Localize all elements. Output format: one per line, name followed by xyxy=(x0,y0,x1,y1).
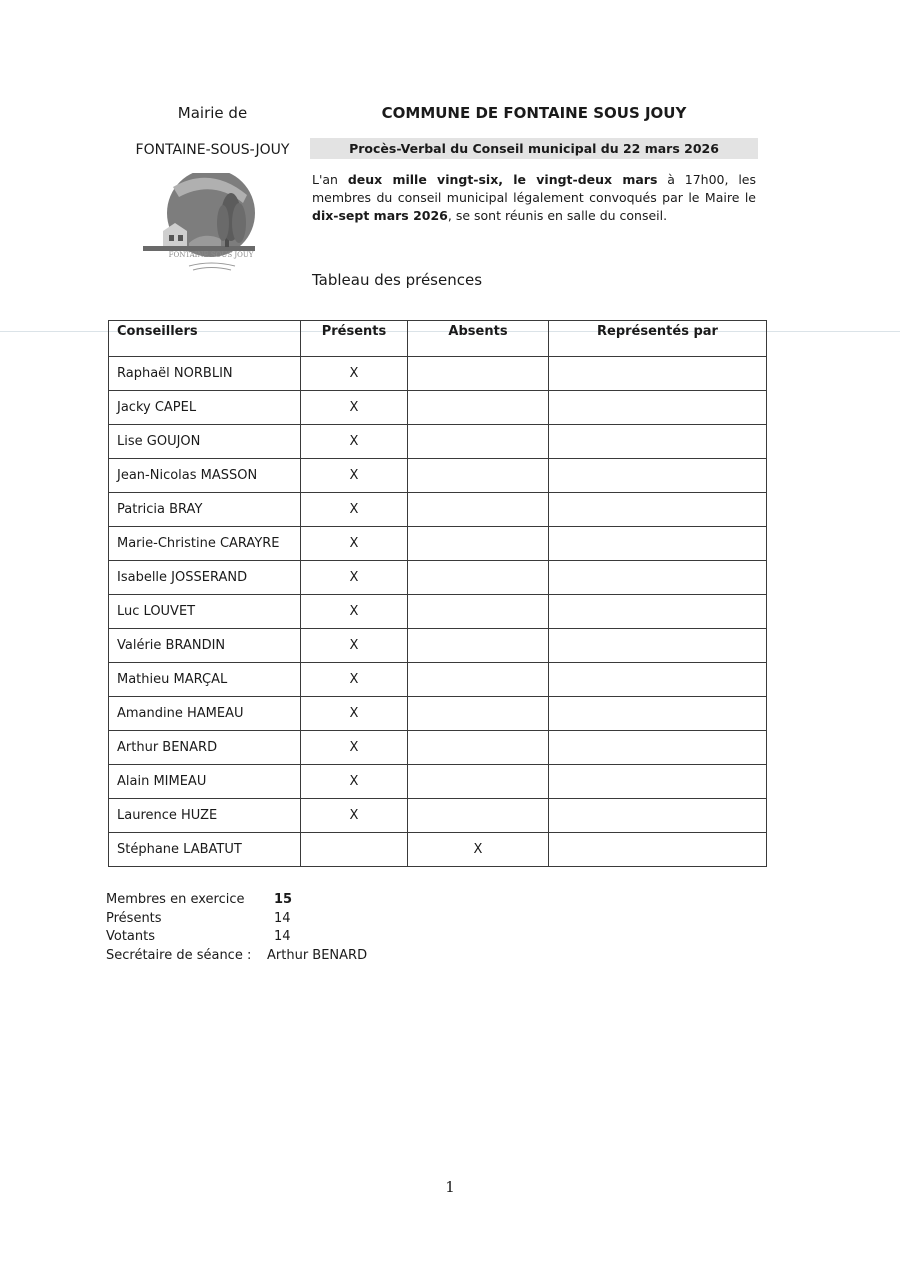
present-mark: X xyxy=(301,391,408,425)
intro-date-bold: deux mille vingt-six, le vingt-deux mars xyxy=(347,172,658,187)
represented-by xyxy=(549,527,767,561)
absent-mark xyxy=(408,391,549,425)
present-mark: X xyxy=(301,459,408,493)
intro-text-3: , se sont réunis en salle du conseil. xyxy=(447,208,668,223)
commune-logo-icon xyxy=(143,173,263,273)
councillor-name: Amandine HAMEAU xyxy=(109,697,301,731)
represented-by xyxy=(549,663,767,697)
secretary-label: Secrétaire de séance : xyxy=(106,947,252,963)
present-value: 14 xyxy=(274,910,291,926)
present-mark: X xyxy=(301,765,408,799)
table-row xyxy=(109,833,767,867)
present-mark: X xyxy=(301,561,408,595)
members-value: 15 xyxy=(274,892,293,907)
represented-by xyxy=(549,765,767,799)
absent-mark xyxy=(408,595,549,629)
absent-mark xyxy=(408,629,549,663)
absent-mark xyxy=(408,561,549,595)
councillor-name: Marie-Christine CARAYRE xyxy=(109,527,301,561)
represented-by xyxy=(549,459,767,493)
absent-mark: X xyxy=(408,833,549,867)
represented-by xyxy=(549,629,767,663)
presence-table xyxy=(108,320,767,867)
absent-mark xyxy=(408,459,549,493)
absent-mark xyxy=(408,799,549,833)
voters-value: 14 xyxy=(274,929,291,944)
present-mark: X xyxy=(301,799,408,833)
present-mark: X xyxy=(301,493,408,527)
document-title: COMMUNE DE FONTAINE SOUS JOUY xyxy=(381,104,687,122)
secretary-value: Arthur BENARD xyxy=(267,947,368,963)
present-mark: X xyxy=(301,425,408,459)
table-row xyxy=(109,697,767,731)
councillor-name: Valérie BRANDIN xyxy=(109,629,301,663)
presence-heading: Tableau des présences xyxy=(312,271,483,289)
absent-mark xyxy=(408,697,549,731)
represented-by xyxy=(549,697,767,731)
represented-by xyxy=(549,357,767,391)
table-row xyxy=(109,527,767,561)
table-row xyxy=(109,663,767,697)
commune-logo xyxy=(143,173,263,273)
mairie-label: Mairie de xyxy=(177,104,248,122)
councillor-name: Lise GOUJON xyxy=(109,425,301,459)
councillor-name: Mathieu MARÇAL xyxy=(109,663,301,697)
absent-mark xyxy=(408,493,549,527)
table-row xyxy=(109,629,767,663)
represented-by xyxy=(549,493,767,527)
present-mark: X xyxy=(301,731,408,765)
absent-mark xyxy=(408,425,549,459)
table-row xyxy=(109,765,767,799)
logo-caption: FONTAINE SOUS JOUY xyxy=(168,251,254,259)
voters-label: Votants xyxy=(106,929,156,944)
represented-by xyxy=(549,731,767,765)
councillor-name: Jean-Nicolas MASSON xyxy=(109,459,301,493)
present-mark: X xyxy=(301,357,408,391)
councillor-name: Isabelle JOSSERAND xyxy=(109,561,301,595)
present-mark: X xyxy=(301,527,408,561)
header-presents: Présents xyxy=(301,321,408,357)
intro-paragraph xyxy=(312,171,756,225)
absent-mark xyxy=(408,357,549,391)
represented-by xyxy=(549,391,767,425)
table-row xyxy=(109,357,767,391)
header-representes: Représentés par xyxy=(549,321,767,357)
pv-title: Procès-Verbal du Conseil municipal du 22 mars 2026 xyxy=(349,141,719,156)
councillor-name: Alain MIMEAU xyxy=(109,765,301,799)
councillor-name: Raphaël NORBLIN xyxy=(109,357,301,391)
absent-mark xyxy=(408,663,549,697)
present-mark xyxy=(301,833,408,867)
councillor-name: Stéphane LABATUT xyxy=(109,833,301,867)
commune-name: FONTAINE-SOUS-JOUY xyxy=(135,142,290,158)
members-label: Membres en exercice xyxy=(106,892,245,907)
absent-mark xyxy=(408,731,549,765)
table-row xyxy=(109,595,767,629)
present-mark: X xyxy=(301,629,408,663)
table-row xyxy=(109,425,767,459)
table-row xyxy=(109,731,767,765)
header-absents: Absents xyxy=(408,321,549,357)
intro-convocation-date: dix-sept mars 2026 xyxy=(312,208,448,223)
represented-by xyxy=(549,425,767,459)
table-row xyxy=(109,561,767,595)
councillor-name: Laurence HUZE xyxy=(109,799,301,833)
table-row xyxy=(109,493,767,527)
absent-mark xyxy=(408,765,549,799)
table-row xyxy=(109,459,767,493)
represented-by xyxy=(549,561,767,595)
represented-by xyxy=(549,595,767,629)
table-header-row xyxy=(109,321,767,357)
page-number: 1 xyxy=(445,1178,455,1196)
represented-by xyxy=(549,799,767,833)
present-mark: X xyxy=(301,663,408,697)
present-mark: X xyxy=(301,697,408,731)
councillor-name: Jacky CAPEL xyxy=(109,391,301,425)
present-mark: X xyxy=(301,595,408,629)
header-conseillers: Conseillers xyxy=(109,321,301,357)
intro-text-2: à 17h00, les membres du conseil municipal légalement convoqués par le Maire le xyxy=(312,172,756,205)
present-label: Présents xyxy=(106,910,162,926)
councillor-name: Luc LOUVET xyxy=(109,595,301,629)
table-row xyxy=(109,799,767,833)
councillor-name: Arthur BENARD xyxy=(109,731,301,765)
table-row xyxy=(109,391,767,425)
absent-mark xyxy=(408,527,549,561)
intro-text-1: L'an xyxy=(312,172,348,187)
represented-by xyxy=(549,833,767,867)
councillor-name: Patricia BRAY xyxy=(109,493,301,527)
